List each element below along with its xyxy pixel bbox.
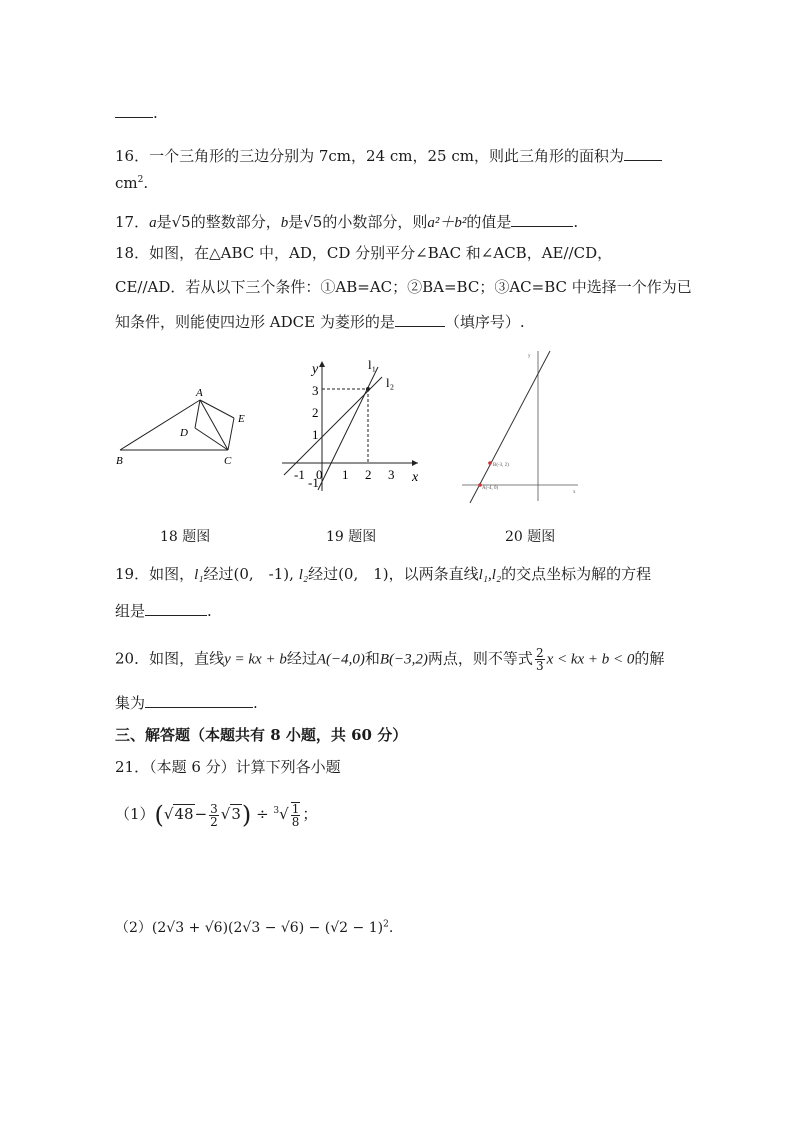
q15-period: . [153, 104, 158, 122]
q16-text: 一个三角形的三边分别为 7cm，24 cm，25 cm，则此三角形的面积为 [149, 147, 624, 165]
fraction-3-2 [209, 803, 219, 828]
q16-period: . [143, 174, 149, 192]
tick-y-3: 3 [312, 383, 319, 398]
question-17 [115, 211, 705, 233]
q18-text: 知条件，则能使四边形 ADCE 为菱形的是 [115, 313, 395, 331]
x-axis-label: x [573, 490, 576, 495]
q17-answer-blank[interactable] [511, 211, 573, 227]
segment-dc [195, 428, 228, 450]
cube-root-index: 3 [273, 806, 280, 816]
radicand-3: 3 [231, 805, 241, 823]
fraction-numerator: 3 [210, 801, 218, 816]
q19-text: 经过(0, 1)，以两条直线 [308, 565, 479, 583]
q18-number: 18． [115, 244, 150, 262]
tick-y-neg1: -1 [308, 475, 319, 490]
label-d: D [180, 427, 188, 439]
q20-equation: y = kx + b [224, 651, 287, 668]
label-a: A [196, 387, 203, 399]
caption-fig20: 20 题图 [505, 529, 556, 545]
q17-text: 的值是 [466, 213, 512, 231]
section-3-heading: 三、解答题（本题共有 8 小题，共 60 分） [115, 726, 408, 744]
x-axis-label: x [412, 470, 419, 485]
label-l1: l₁ [368, 357, 377, 372]
q18-text: CE//AD．若从以下三个条件：①AB=AC；②BA=BC；③AC=BC 中选择一个作为已 [115, 278, 692, 296]
label-e: E [238, 413, 245, 425]
question-18-line1 [115, 243, 705, 263]
label-c: C [224, 455, 232, 467]
caption-fig19: 19 题图 [326, 529, 377, 545]
q18-text: 如图，在△ABC 中，AD，CD 分别平分∠BAC 和∠ACB，AE//CD， [149, 244, 613, 262]
right-paren: ) [241, 801, 252, 829]
q17-text: 是 [288, 213, 304, 231]
tick-x-2: 2 [365, 467, 372, 482]
q17-text: 的小数部分，则 [322, 213, 428, 231]
q20-inequality: x < kx + b < 0 [546, 651, 635, 668]
q19-period: . [207, 602, 212, 620]
q20-point-b: B(−3,2) [379, 651, 428, 668]
question-18-line2 [115, 277, 705, 297]
question-19-line2 [115, 600, 705, 621]
q19-answer-blank[interactable] [145, 600, 207, 616]
q17-sqrt5: √5 [171, 213, 191, 231]
tick-y-1: 1 [312, 427, 319, 442]
q17-number: 17． [115, 213, 150, 231]
q20-text: 经过 [286, 649, 317, 668]
q18-answer-blank[interactable] [395, 311, 445, 327]
q16-answer-blank[interactable] [624, 145, 662, 161]
label-point-a: A(-4, 0) [482, 486, 499, 491]
segment-ad [195, 400, 200, 428]
q20-fraction [535, 647, 545, 672]
q21-part2-expression: (2√3 + √6)(2√3 − √6) − (√2 − 1) [151, 920, 384, 936]
q16-unit-line [115, 173, 705, 193]
minus-sign: − [194, 805, 208, 823]
q20-text: 两点，则不等式 [427, 649, 533, 668]
q17-text: 的整数部分， [190, 213, 281, 231]
question-18-line3 [115, 311, 705, 332]
q20-fraction-numerator: 2 [535, 646, 544, 660]
q21-part2 [115, 918, 705, 938]
q21-part2-label: （2） [115, 920, 152, 936]
q20-text: 集为 [115, 694, 146, 712]
fraction-1-8 [291, 802, 301, 828]
label-l2: l₂ [386, 375, 395, 390]
q19-text: 经过(0, -1), [203, 565, 294, 583]
q19-lines: l₁,l₂ [478, 567, 502, 583]
q20-number: 20． [115, 649, 150, 668]
q17-expression: a²＋b² [427, 215, 467, 231]
tick-x-3: 3 [388, 467, 395, 482]
q19-text: 的交点坐标为解的方程 [501, 565, 652, 583]
q19-number: 19． [115, 565, 150, 583]
q20-point-a: A(−4,0) [316, 651, 365, 668]
q21-part1-label: （1） [115, 805, 155, 823]
answer-blank[interactable] [115, 102, 153, 118]
figure-19-lines [278, 355, 428, 495]
question-20-line1 [115, 647, 705, 672]
q17-var-a: a [149, 215, 157, 231]
figure-18-triangle [110, 380, 260, 470]
q19-line-l1: l₁ [194, 567, 204, 583]
q19-text: 如图， [149, 565, 195, 583]
question-20-line2 [115, 692, 705, 713]
fraction-numerator: 1 [291, 802, 300, 816]
left-paren: ( [154, 801, 164, 829]
q20-text: 如图，直线 [149, 649, 225, 668]
q20-answer-blank[interactable] [145, 692, 253, 708]
semicolon: ； [302, 805, 318, 823]
q20-text: 和 [364, 649, 380, 668]
tick-x-neg1: -1 [294, 467, 305, 482]
segment-ab [120, 400, 200, 450]
q17-text: 是 [156, 213, 172, 231]
q15-answer-line [115, 102, 705, 123]
q21-part1: （1）(√48− $\frac{3}{2}$ √3) ÷ $^3$√ $\frac{1}{8}$ ； [115, 801, 318, 829]
y-axis-label: y [528, 354, 531, 359]
q20-fraction-denominator: 3 [535, 659, 544, 673]
question-19-line1 [115, 564, 705, 585]
label-point-b: B(-3, 2) [493, 463, 509, 468]
q16-number: 16． [115, 147, 150, 165]
label-b: B [116, 455, 123, 467]
q17-sqrt5: √5 [303, 213, 323, 231]
y-axis-label: y [312, 362, 319, 377]
period: . [388, 920, 394, 936]
q17-var-b: b [280, 215, 289, 231]
question-21-heading: 21．（本题 6 分）计算下列各小题 [115, 758, 341, 776]
radicand-48: 48 [174, 805, 194, 823]
question-16 [115, 145, 705, 166]
point-b [488, 461, 492, 465]
figure-20-line [458, 345, 588, 505]
division-sign: ÷ [256, 805, 269, 823]
q19-line-l2: l₂ [298, 567, 309, 583]
q20-text: 的解 [634, 649, 665, 668]
x-axis-arrow [412, 460, 418, 466]
q16-unit: cm [115, 174, 138, 192]
q20-period: . [253, 694, 258, 712]
fraction-denominator: 2 [210, 814, 218, 829]
intersection-point [366, 387, 370, 391]
caption-fig18: 18 题图 [160, 529, 211, 545]
exponent-2: 2 [383, 919, 389, 930]
tick-y-2: 2 [312, 405, 319, 420]
q17-period: . [573, 213, 579, 231]
tick-x-1: 1 [342, 467, 349, 482]
q16-unit-exponent: 2 [137, 175, 144, 185]
segment-ce [228, 418, 234, 450]
fraction-denominator: 8 [291, 815, 300, 829]
tick-origin: 0 [316, 467, 323, 482]
q18-text: （填序号）. [444, 313, 525, 331]
q19-text: 组是 [115, 602, 146, 620]
y-axis-arrow [319, 361, 325, 367]
